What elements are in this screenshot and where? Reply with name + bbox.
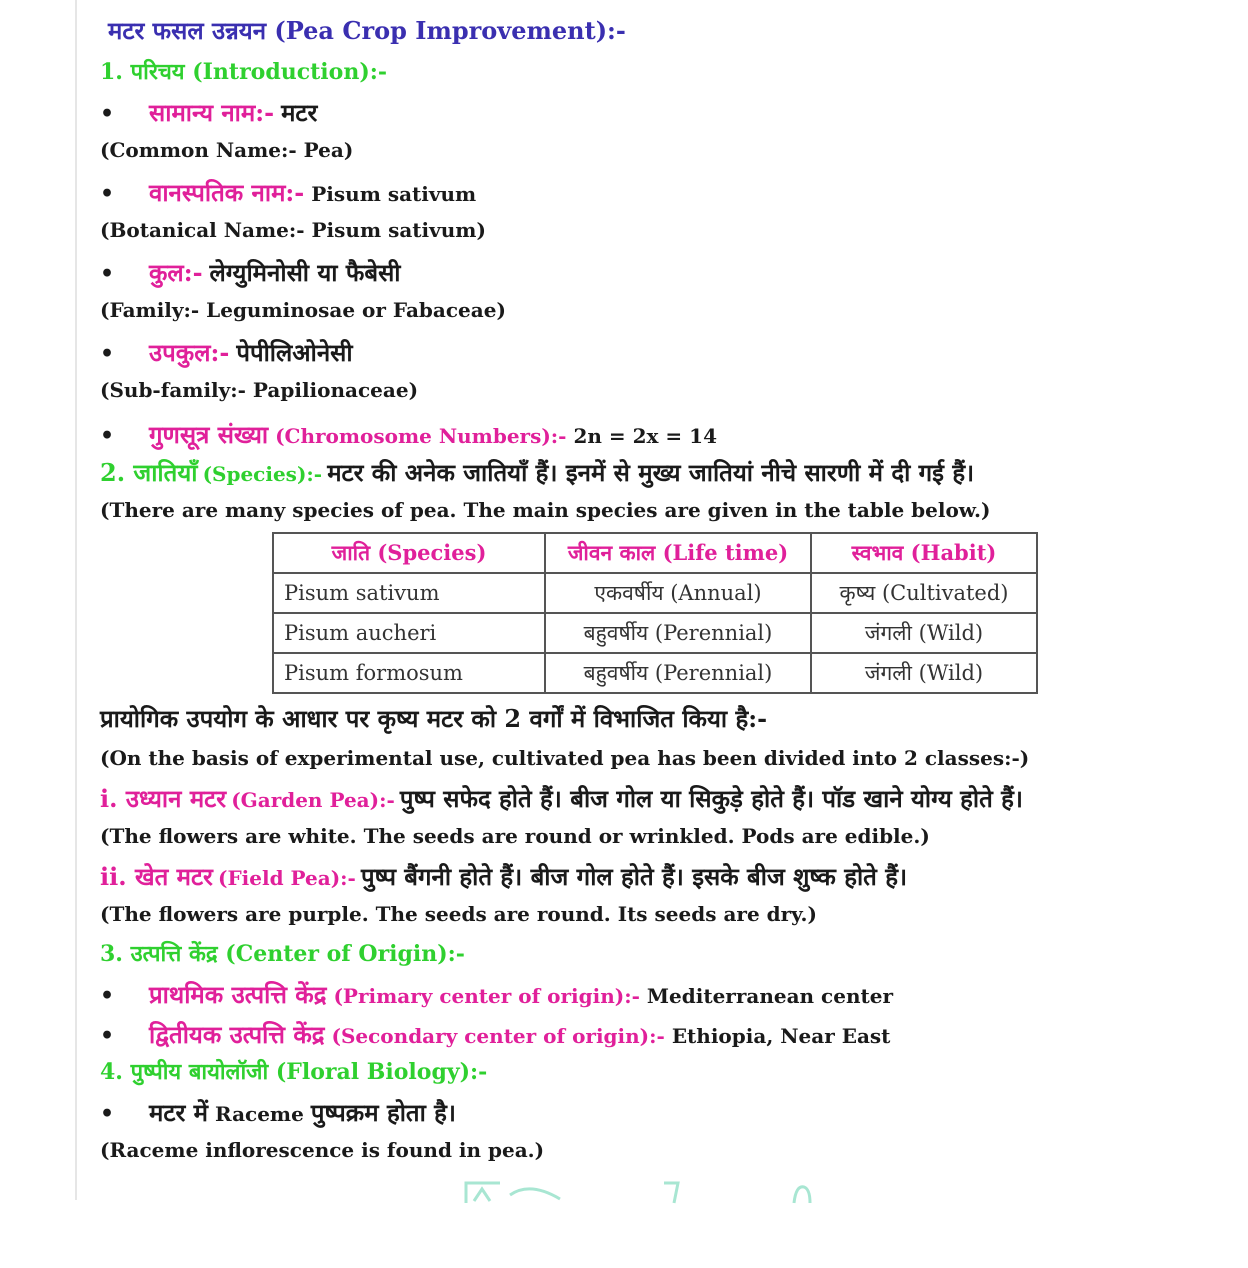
- title-hindi: मटर फसल उन्नयन: [108, 16, 267, 45]
- garden-pea-text-english: (The flowers are white. The seeds are round or wrinkled. Pods are edible.): [100, 824, 930, 848]
- garden-pea-item: [100, 782, 1023, 815]
- section-species-heading: [100, 456, 974, 489]
- botanical-name-value: Pisum sativum: [311, 182, 477, 206]
- section-origin-heading: [100, 938, 465, 968]
- subfamily-english: (Sub-family:- Papilionaceae): [100, 378, 419, 402]
- chromosome-label-hi: गुणसूत्र संख्या: [149, 420, 269, 449]
- floral-heading-en: (Floral Biology):-: [275, 1059, 488, 1085]
- species-text-hi: मटर की अनेक जातियाँ हैं। इनमें से मुख्य जातियां नीचे सारणी में दी गई हैं।: [327, 458, 975, 487]
- primary-origin-value: Mediterranean center: [646, 984, 894, 1008]
- family-label: कुल:-: [149, 258, 203, 287]
- heading-hi: 1. परिचय: [100, 59, 185, 85]
- common-name-value: मटर: [281, 98, 318, 127]
- table-header-lifetime: जीवन काल (Life time): [545, 533, 811, 573]
- page-title: [108, 14, 626, 47]
- table-cell: कृष्य (Cultivated): [811, 573, 1037, 613]
- botanical-name-label: वानस्पतिक नाम:-: [149, 178, 305, 207]
- bullet-icon: •: [100, 181, 115, 207]
- chromosome-value: 2n = 2x = 14: [573, 424, 717, 448]
- table-header-row: [273, 533, 1037, 573]
- common-name-english: (Common Name:- Pea): [100, 138, 354, 162]
- table-row: [273, 613, 1037, 653]
- family-item: [100, 256, 401, 289]
- origin-heading-hi: 3. उत्पत्ति केंद्र: [100, 941, 218, 967]
- table-header-habit: स्वभाव (Habit): [811, 533, 1037, 573]
- primary-origin-label-hi: प्राथमिक उत्पत्ति केंद्र: [149, 980, 327, 1009]
- bullet-icon: •: [100, 423, 115, 449]
- table-cell: जंगली (Wild): [811, 613, 1037, 653]
- watermark-scribble: [660, 1175, 690, 1205]
- field-pea-label-hi: ii. खेत मटर: [100, 862, 213, 891]
- common-name-item: [100, 96, 317, 129]
- table-cell: Pisum formosum: [273, 653, 545, 693]
- table-row: [273, 573, 1037, 613]
- raceme-item: [100, 1096, 456, 1129]
- species-text-english: (There are many species of pea. The main species are given in the table below.): [100, 498, 991, 522]
- table-cell: एकवर्षीय (Annual): [545, 573, 811, 613]
- section-floral-heading: [100, 1056, 487, 1086]
- garden-pea-text-hi: पुष्प सफेद होते हैं। बीज गोल या सिकुड़े होते हैं। पॉड खाने योग्य होते हैं।: [399, 784, 1023, 813]
- garden-pea-label-en: (Garden Pea):-: [231, 788, 395, 812]
- table-cell: जंगली (Wild): [811, 653, 1037, 693]
- common-name-label: सामान्य नाम:-: [149, 98, 275, 127]
- floral-heading-hi: 4. पुष्पीय बायोलॉजी: [100, 1059, 269, 1085]
- page-left-rule: [75, 0, 77, 1200]
- field-pea-item: [100, 860, 907, 893]
- field-pea-text-english: (The flowers are purple. The seeds are round. Its seeds are dry.): [100, 902, 817, 926]
- chromosome-label-en: (Chromosome Numbers):-: [275, 424, 567, 448]
- table-cell: बहुवर्षीय (Perennial): [545, 613, 811, 653]
- table-cell: Pisum aucheri: [273, 613, 545, 653]
- watermark-scribble: [790, 1175, 820, 1205]
- watermark-scribble: [460, 1175, 570, 1205]
- bullet-icon: •: [100, 101, 115, 127]
- garden-pea-label-hi: i. उध्यान मटर: [100, 784, 227, 813]
- species-heading-hi: 2. जातियाँ: [100, 458, 198, 487]
- secondary-origin-label-hi: द्वितीयक उत्पत्ति केंद्र: [149, 1020, 325, 1049]
- family-english: (Family:- Leguminosae or Fabaceae): [100, 298, 506, 322]
- origin-heading-en: (Center of Origin):-: [225, 941, 465, 967]
- primary-origin-item: [100, 978, 893, 1011]
- family-value: लेग्युमिनोसी या फैबेसी: [209, 258, 401, 287]
- bullet-icon: •: [100, 983, 115, 1009]
- classes-text-hindi: प्रायोगिक उपयोग के आधार पर कृष्य मटर को 2 वर्गों में विभाजित किया है:-: [100, 704, 768, 733]
- title-english: (Pea Crop Improvement):-: [274, 16, 626, 45]
- subfamily-item: [100, 336, 353, 369]
- botanical-name-item: [100, 176, 476, 209]
- bullet-icon: •: [100, 261, 115, 287]
- bullet-icon: •: [100, 341, 115, 367]
- secondary-origin-value: Ethiopia, Near East: [671, 1024, 891, 1048]
- primary-origin-label-en: (Primary center of origin):-: [333, 984, 640, 1008]
- secondary-origin-item: [100, 1018, 890, 1051]
- secondary-origin-label-en: (Secondary center of origin):-: [331, 1024, 665, 1048]
- classes-text-english: (On the basis of experimental use, cultivated pea has been divided into 2 classes:-): [100, 746, 1030, 770]
- raceme-text-a: मटर में: [149, 1098, 208, 1127]
- table-row: [273, 653, 1037, 693]
- species-table: [272, 532, 1038, 694]
- table-cell: बहुवर्षीय (Perennial): [545, 653, 811, 693]
- bullet-icon: •: [100, 1101, 115, 1127]
- botanical-name-english: (Botanical Name:- Pisum sativum): [100, 218, 486, 242]
- field-pea-text-hi: पुष्प बैंगनी होते हैं। बीज गोल होते हैं। इसके बीज शुष्क होते हैं।: [360, 862, 908, 891]
- field-pea-label-en: (Field Pea):-: [217, 866, 356, 890]
- section-introduction-heading: [100, 56, 387, 86]
- table-header-species: जाति (Species): [273, 533, 545, 573]
- species-heading-en: (Species):-: [202, 462, 323, 486]
- subfamily-label: उपकुल:-: [149, 338, 230, 367]
- bullet-icon: •: [100, 1023, 115, 1049]
- raceme-text-b: Raceme: [214, 1102, 304, 1126]
- table-cell: Pisum sativum: [273, 573, 545, 613]
- subfamily-value: पेपीलिओनेसी: [236, 338, 353, 367]
- raceme-text-c: पुष्पक्रम होता है।: [310, 1098, 456, 1127]
- chromosome-item: [100, 418, 717, 451]
- raceme-text-english: (Raceme inflorescence is found in pea.): [100, 1138, 545, 1162]
- heading-en: (Introduction):-: [192, 59, 387, 85]
